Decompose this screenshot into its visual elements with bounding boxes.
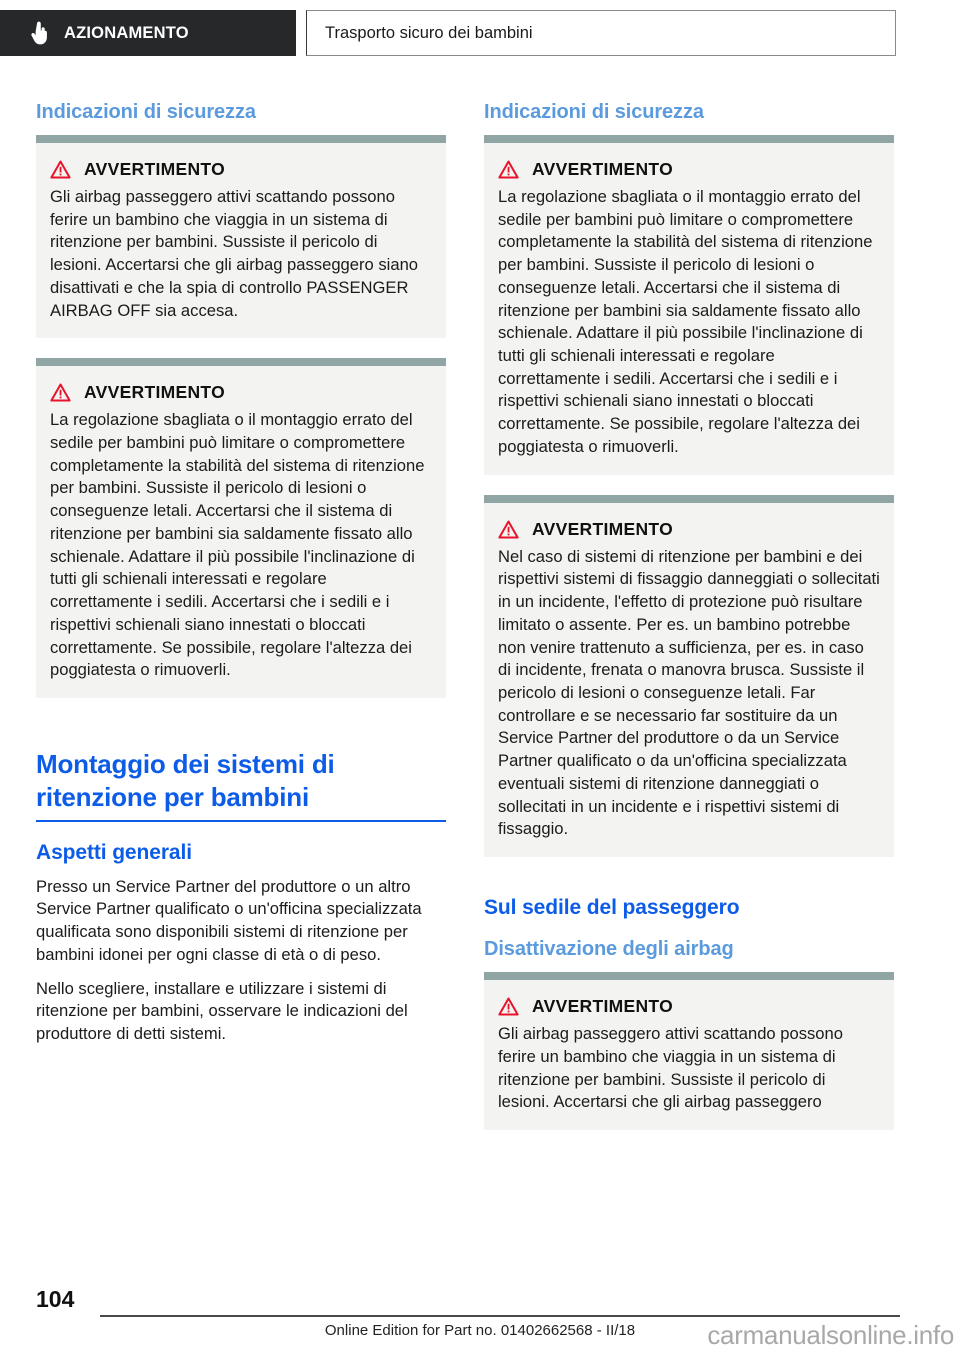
- left-column: [36, 100, 446, 1046]
- right-column: [484, 100, 894, 1130]
- paragraph: Presso un Service Partner del produttore o un altro Service Partner qualificato o un'officina specializzata qualificata sono disponibili sistemi di ritenzione per bambini idonei per ogni classe di età o di peso.: [36, 876, 422, 964]
- warning-text: Gli airbag passeggero attivi scattando possono ferire un bambino che viaggia in un sistema di ritenzione per bambini. Sussiste il pericolo di lesioni. Accertarsi che gli airbag passeggero siano disattivati e che la spia di controllo PASSENGER AIRBAG OFF sia accesa.: [50, 187, 419, 320]
- footer-divider: [100, 1315, 900, 1317]
- warning-header: [498, 996, 880, 1017]
- warning-box: [36, 358, 446, 698]
- warning-triangle-icon: [498, 160, 519, 179]
- warning-triangle-icon: [498, 997, 519, 1016]
- warning-triangle-icon: [498, 520, 519, 539]
- warning-box: [484, 495, 894, 857]
- warning-triangle-icon: [50, 383, 71, 402]
- warning-text: Nel caso di sistemi di ritenzione per bambini e dei rispettivi sistemi di fissaggio danneggiati o sollecitati in un incidente, l'effetto di protezione può risultare limitato o assente. Per es. un bambino potrebbe non venire trattenuto a sufficienza, per es. in caso di incidente, frenata o manovra brusca. Sussiste il pericolo di lesioni o conseguenze letali. Far controllare e se necessario far sostituire da un Service Partner del produttore o da un Service Partner qualificato o da un'officina specializzata eventuali sistemi di ritenzione danneggiati o sollecitati in un incidente e i rispettivi sistemi di fissaggio.: [498, 546, 880, 839]
- warning-title: AVVERTIMENTO: [532, 159, 674, 179]
- header-gap: [296, 10, 306, 56]
- section-label: Trasporto sicuro dei bambini: [325, 23, 533, 42]
- vertical-spacer: [36, 718, 446, 748]
- warning-header: [50, 382, 432, 403]
- watermark: carmanualsonline.info: [707, 1320, 954, 1350]
- pointing-hand-icon: [30, 21, 50, 45]
- heading-montaggio: Montaggio dei sistemi di ritenzione per bambini: [36, 748, 446, 823]
- right-heading-indicazioni: Indicazioni di sicurezza: [484, 101, 704, 123]
- left-heading-indicazioni: Indicazioni di sicurezza: [36, 101, 256, 123]
- paragraph: Nello scegliere, installare e utilizzare i sistemi di ritenzione per bambini, osservare le indicazioni del produttore di detti sistemi.: [36, 978, 408, 1044]
- page-footer: [0, 1272, 960, 1362]
- warning-header: [498, 519, 880, 540]
- warning-box: [36, 135, 446, 338]
- warning-title: AVVERTIMENTO: [84, 382, 226, 403]
- vertical-spacer: [484, 877, 894, 895]
- chapter-label: AZIONAMENTO: [64, 23, 189, 42]
- chapter-banner: [0, 10, 296, 56]
- heading-aspetti-generali: Aspetti generali: [36, 841, 192, 865]
- warning-text: La regolazione sbagliata o il montaggio errato del sedile per bambini può limitare o compromettere completamente la stabilità del sistema di ritenzione per bambini. Sussiste il pericolo di lesioni o conseguenze letali. Accertarsi che il sistema di ritenzione per bambini sia saldamente fissato allo schienale. Adattare il più possibile l'inclinazione di tutti gli schienali interessati e regolare correttamente i sedili. Accertarsi che i sedili e i rispettivi schienali siano innestati o bloccati correttamente. Se possibile, regolare l'altezza dei poggiatesta o rimuoverli.: [498, 187, 873, 456]
- warning-header: [50, 159, 432, 180]
- page-number: 104: [36, 1286, 75, 1312]
- section-banner: [306, 10, 896, 56]
- warning-box: [484, 972, 894, 1130]
- content-columns: [0, 100, 960, 1260]
- warning-text: Gli airbag passeggero attivi scattando possono ferire un bambino che viaggia in un sistema di ritenzione per bambini. Sussiste il pericolo di lesioni. Accertarsi che gli airbag passeggero: [498, 1024, 843, 1112]
- warning-title: AVVERTIMENTO: [532, 996, 674, 1017]
- warning-text: La regolazione sbagliata o il montaggio errato del sedile per bambini può limitare o compromettere completamente la stabilità del sistema di ritenzione per bambini. Sussiste il pericolo di lesioni o conseguenze letali. Accertarsi che il sistema di ritenzione per bambini sia saldamente fissato allo schienale. Adattare il più possibile l'inclinazione di tutti gli schienali interessati e regolare correttamente i sedili. Accertarsi che i sedili e i rispettivi schienali siano innestati o bloccati correttamente. Se possibile, regolare l'altezza dei poggiatesta o rimuoverli.: [50, 410, 425, 680]
- warning-title: AVVERTIMENTO: [532, 518, 674, 539]
- warning-title: AVVERTIMENTO: [84, 159, 226, 179]
- page-header: [0, 10, 896, 56]
- heading-disattivazione-airbag: Disattivazione degli airbag: [484, 938, 734, 961]
- edition-note: Online Edition for Part no. 01402662568 - II/18: [324, 1322, 636, 1339]
- warning-header: [498, 159, 880, 180]
- heading-sul-sedile: Sul sedile del passeggero: [484, 895, 740, 919]
- warning-triangle-icon: [50, 160, 71, 179]
- warning-box: [484, 135, 894, 475]
